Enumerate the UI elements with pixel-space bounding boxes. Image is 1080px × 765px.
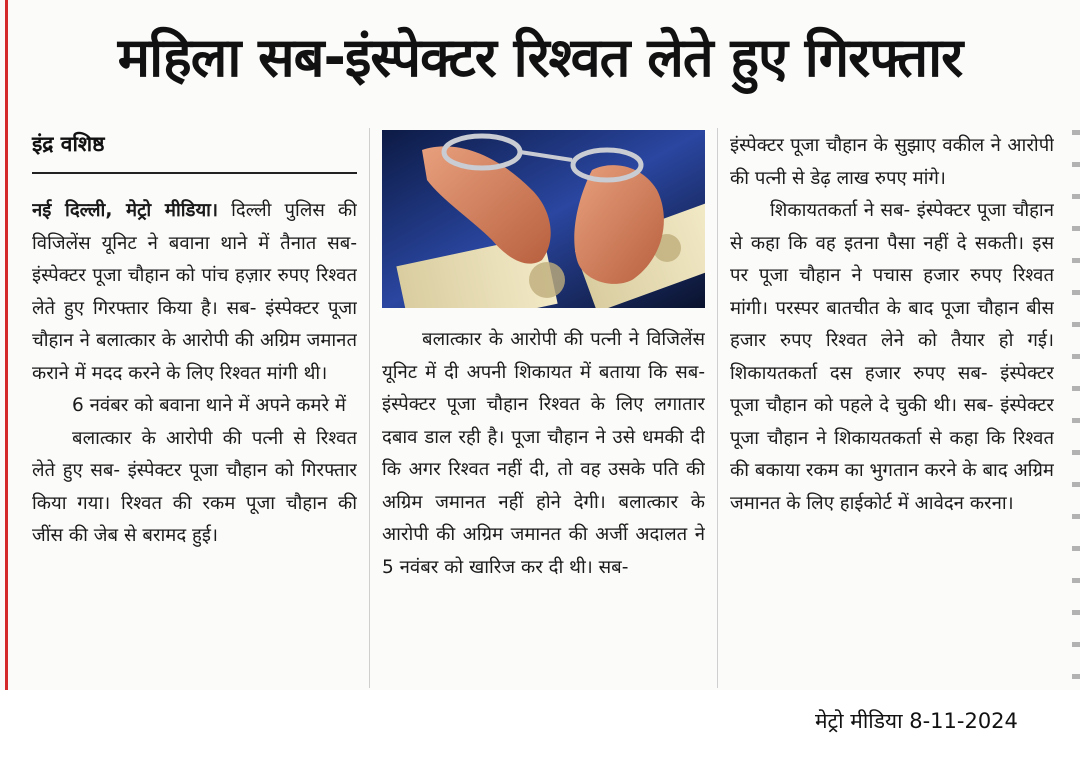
paragraph-4: बलात्कार के आरोपी की पत्नी ने विजिलेंस यूनिट में दी अपनी शिकायत में बताया कि सब- इंस्पेक्टर पूजा चौहान रिश्वत के लिए लगातार दबाव डाल रही है। पूजा चौहान ने उसे धमकी दी कि अगर रिश्वत नहीं दी, तो वह उसके पति की अग्रिम जमानत नहीं होने देगी। बलात्कार के आरोपी की अग्रिम जमानत की अर्जी अदालत ने 5 नवंबर को खारिज कर दी थी। सब- [382, 329, 705, 578]
adjacent-column-edge [1072, 130, 1080, 690]
article-column-3 [730, 130, 1054, 690]
headline: महिला सब-इंस्पेक्टर रिश्वत लेते हुए गिरफ्तार [117, 26, 963, 89]
news-photo [382, 130, 705, 308]
paragraph-1 [32, 195, 357, 390]
article-column-1 [32, 195, 357, 690]
handcuffed-hands-illustration [382, 130, 705, 308]
article-column-2 [382, 324, 705, 690]
source-credit: मेट्रो मीडिया 8-11-2024 [815, 709, 1018, 733]
byline-rule [32, 172, 357, 174]
margin-rule [5, 0, 8, 690]
paragraph-1-text: दिल्ली पुलिस की विजिलेंस यूनिट ने बवाना थाने में तैनात सब- इंस्पेक्टर पूजा चौहान को पांच हज़ार रुपए रिश्वत लेते हुए गिरफ्तार किया है। सब- इंस्पेक्टर पूजा चौहान ने बलात्कार के आरोपी की अग्रिम जमानत कराने में मदद करने के लिए रिश्वत मांगी थी। [32, 200, 357, 384]
byline: इंद्र वशिष्ठ [32, 132, 105, 156]
paragraph-6: शिकायतकर्ता ने सब- इंस्पेक्टर पूजा चौहान से कहा कि वह इतना पैसा नहीं दे सकती। इस पर पूजा चौहान ने पचास हजार रुपए रिश्वत मांगी। परस्पर बातचीत के बाद पूजा चौहान बीस हजार रुपए रिश्वत लेने को तैयार हो गई। शिकायतकर्ता दस हजार रुपए सब- इंस्पेक्टर पूजा चौहान को पहले दे चुकी थी। सब- इंस्पेक्टर पूजा चौहान ने शिकायतकर्ता से कहा कि रिश्वत की बकाया रकम का भुगतान करने के बाद अग्रिम जमानत के लिए हाईकोर्ट में आवेदन करना। [730, 200, 1054, 514]
column-divider [717, 128, 718, 688]
dateline: नई दिल्ली, मेट्रो मीडिया। [32, 200, 218, 221]
paragraph-3: बलात्कार के आरोपी की पत्नी से रिश्वत लेते हुए सब- इंस्पेक्टर पूजा चौहान को गिरफ्तार किया गया। रिश्वत की रकम पूजा चौहान की जींस की जेब से बरामद हुई। [32, 427, 357, 546]
column-divider [369, 128, 370, 688]
paragraph-5: इंस्पेक्टर पूजा चौहान के सुझाए वकील ने आरोपी की पत्नी से डेढ़ लाख रुपए मांगे। [730, 135, 1054, 189]
paragraph-2: 6 नवंबर को बवाना थाने में अपने कमरे में [72, 395, 346, 416]
